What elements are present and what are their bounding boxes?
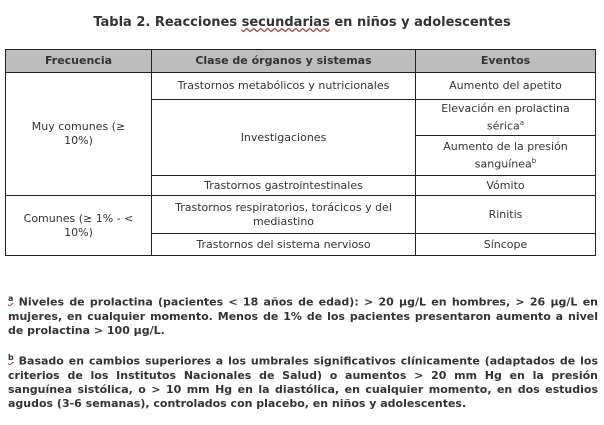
organ-class-cell: Investigaciones	[152, 100, 416, 176]
event-cell: Síncope	[416, 234, 596, 256]
organ-class-cell: Trastornos respiratorios, torácicos y del mediastino	[152, 196, 416, 234]
adverse-reactions-table	[5, 49, 596, 256]
footnote-mark: b	[531, 156, 537, 165]
frequency-cell: Comunes (≥ 1% - < 10%)	[6, 196, 152, 256]
event-text: Elevación en prolactina sérica	[441, 101, 570, 133]
header-frequency: Frecuencia	[6, 50, 152, 73]
event-cell	[416, 100, 596, 136]
table-row	[6, 73, 596, 100]
header-events: Eventos	[416, 50, 596, 73]
title-underlined-word: secundarias	[241, 15, 330, 30]
organ-class-cell: Trastornos gastrointestinales	[152, 176, 416, 196]
event-text: Aumento de la presión sanguínea	[443, 139, 568, 171]
event-cell: Vómito	[416, 176, 596, 196]
footnote-a	[8, 292, 598, 338]
table-row	[6, 196, 596, 234]
title-suffix: en niños y adolescentes	[329, 15, 511, 30]
title-prefix: Tabla 2. Reacciones	[93, 15, 242, 30]
organ-class-cell: Trastornos del sistema nervioso	[152, 234, 416, 256]
footnote-mark: a	[519, 118, 525, 127]
event-cell	[416, 136, 596, 176]
frequency-cell: Muy comunes (≥ 10%)	[6, 73, 152, 196]
footnote-b	[8, 351, 598, 411]
footnote-b-text: Basado en cambios superiores a los umbrales significativos clínicamente (adaptados de los criterios de los Institutos Nacionales de Salud) o aumentos > 20 mm Hg en la presión sanguínea sistólica, o > 10 mm Hg en la diastólica, en cualquier momento, en dos estudios agudos (3-6 semanas), controlados con placebo, en niños y adolescentes.	[8, 354, 598, 410]
event-cell: Rinitis	[416, 196, 596, 234]
footnote-a-text: Niveles de prolactina (pacientes < 18 años de edad): > 20 µg/L en hombres, > 26 µg/L en mujeres, en cualquier momento. Menos de 1% de los pacientes presentaron aumento a nivel de prolactina > 100 µg/L.	[8, 295, 598, 337]
header-organ-class: Clase de órganos y sistemas	[152, 50, 416, 73]
table-title	[0, 15, 604, 30]
event-cell: Aumento del apetito	[416, 73, 596, 100]
footnote-b-mark: b	[8, 353, 14, 362]
organ-class-cell: Trastornos metabólicos y nutricionales	[152, 73, 416, 100]
header-row	[6, 50, 596, 73]
footnote-a-mark: a	[8, 294, 14, 303]
